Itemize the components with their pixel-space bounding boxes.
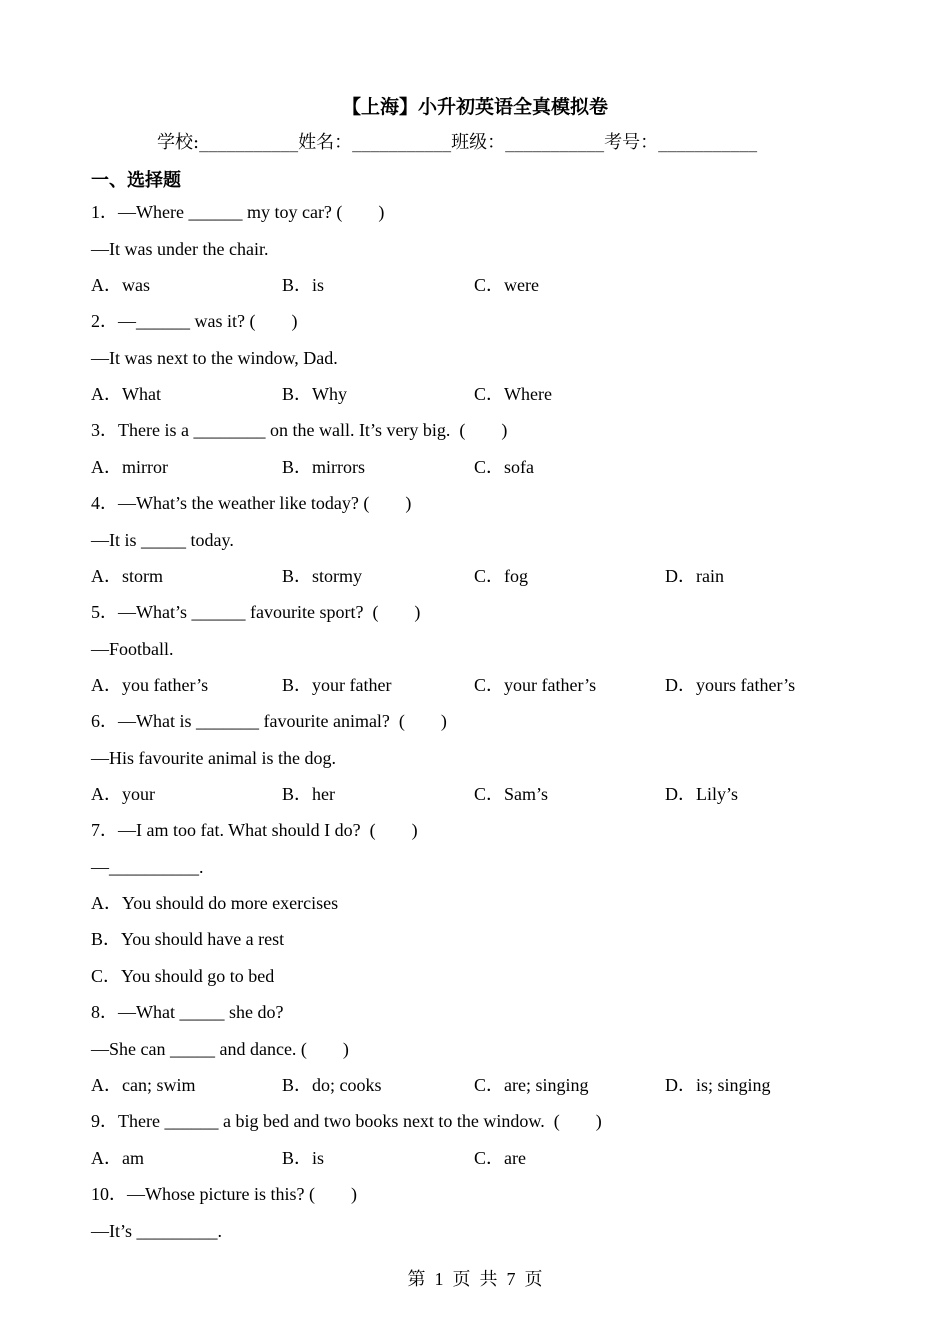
question-2-option-b: B．Why [282,384,347,404]
question-6-option-d: D．Lily’s [665,784,739,804]
question-8-option-a: A．can; swim [91,1075,196,1095]
question-9-option-b: B．is [282,1148,325,1168]
question-1-option-c: C．were [474,275,539,295]
question-1-response: —It was under the chair. [91,239,269,259]
question-4-response: —It is _____ today. [91,530,234,550]
question-4-stem: 4．—What’s the weather like today? ( ) [91,493,412,513]
question-8-option-c: C．are; singing [474,1075,589,1095]
question-9-option-a: A．am [91,1148,144,1168]
question-6-option-a: A．your [91,784,155,804]
question-4-option-a: A．storm [91,566,163,586]
section-heading: 一、选择题 [91,170,181,191]
question-7-option-c: C．You should go to bed [91,966,275,986]
question-8-option-b: B．do; cooks [282,1075,382,1095]
question-10-stem: 10．—Whose picture is this? ( ) [91,1184,357,1204]
question-1-stem: 1．—Where ______ my toy car? ( ) [91,202,385,222]
question-3-option-b: B．mirrors [282,457,365,477]
question-7-response: —__________. [91,857,204,877]
question-7-option-a: A．You should do more exercises [91,893,339,913]
question-6-stem: 6．—What is _______ favourite animal? ( ) [91,711,447,731]
question-3-option-c: C．sofa [474,457,534,477]
question-2-response: —It was next to the window, Dad. [91,348,338,368]
question-6-option-b: B．her [282,784,335,804]
question-3-stem: 3．There is a ________ on the wall. It’s very big. ( ) [91,420,508,440]
question-2-stem: 2．—______ was it? ( ) [91,311,298,331]
question-4-option-b: B．stormy [282,566,363,586]
student-info-line: 学校:___________姓名：___________班级：___________考号：___________ [157,132,758,153]
question-3-option-a: A．mirror [91,457,168,477]
question-5-option-c: C．your father’s [474,675,597,695]
question-5-option-b: B．your father [282,675,392,695]
page-number-footer: 第 1 页 共 7 页 [407,1269,543,1289]
question-4-option-c: C．fog [474,566,528,586]
question-6-option-c: C．Sam’s [474,784,549,804]
question-7-option-b: B．You should have a rest [91,929,285,949]
question-5-option-a: A．you father’s [91,675,209,695]
exam-title: 【上海】小升初英语全真模拟卷 [341,96,608,118]
question-8-stem: 8．—What _____ she do? [91,1002,284,1022]
question-5-response: —Football. [91,639,174,659]
question-7-stem: 7．—I am too fat. What should I do? ( ) [91,820,418,840]
question-10-response: —It’s _________. [91,1221,223,1241]
question-1-option-a: A．was [91,275,150,295]
question-9-stem: 9．There ______ a big bed and two books next to the window. ( ) [91,1111,602,1131]
question-8-response: —She can _____ and dance. ( ) [91,1039,349,1059]
question-5-stem: 5．—What’s ______ favourite sport? ( ) [91,602,421,622]
question-9-option-c: C．are [474,1148,526,1168]
question-4-option-d: D．rain [665,566,724,586]
question-6-response: —His favourite animal is the dog. [91,748,336,768]
question-2-option-a: A．What [91,384,161,404]
question-8-option-d: D．is; singing [665,1075,771,1095]
question-2-option-c: C．Where [474,384,552,404]
question-1-option-b: B．is [282,275,325,295]
question-5-option-d: D．yours father’s [665,675,796,695]
